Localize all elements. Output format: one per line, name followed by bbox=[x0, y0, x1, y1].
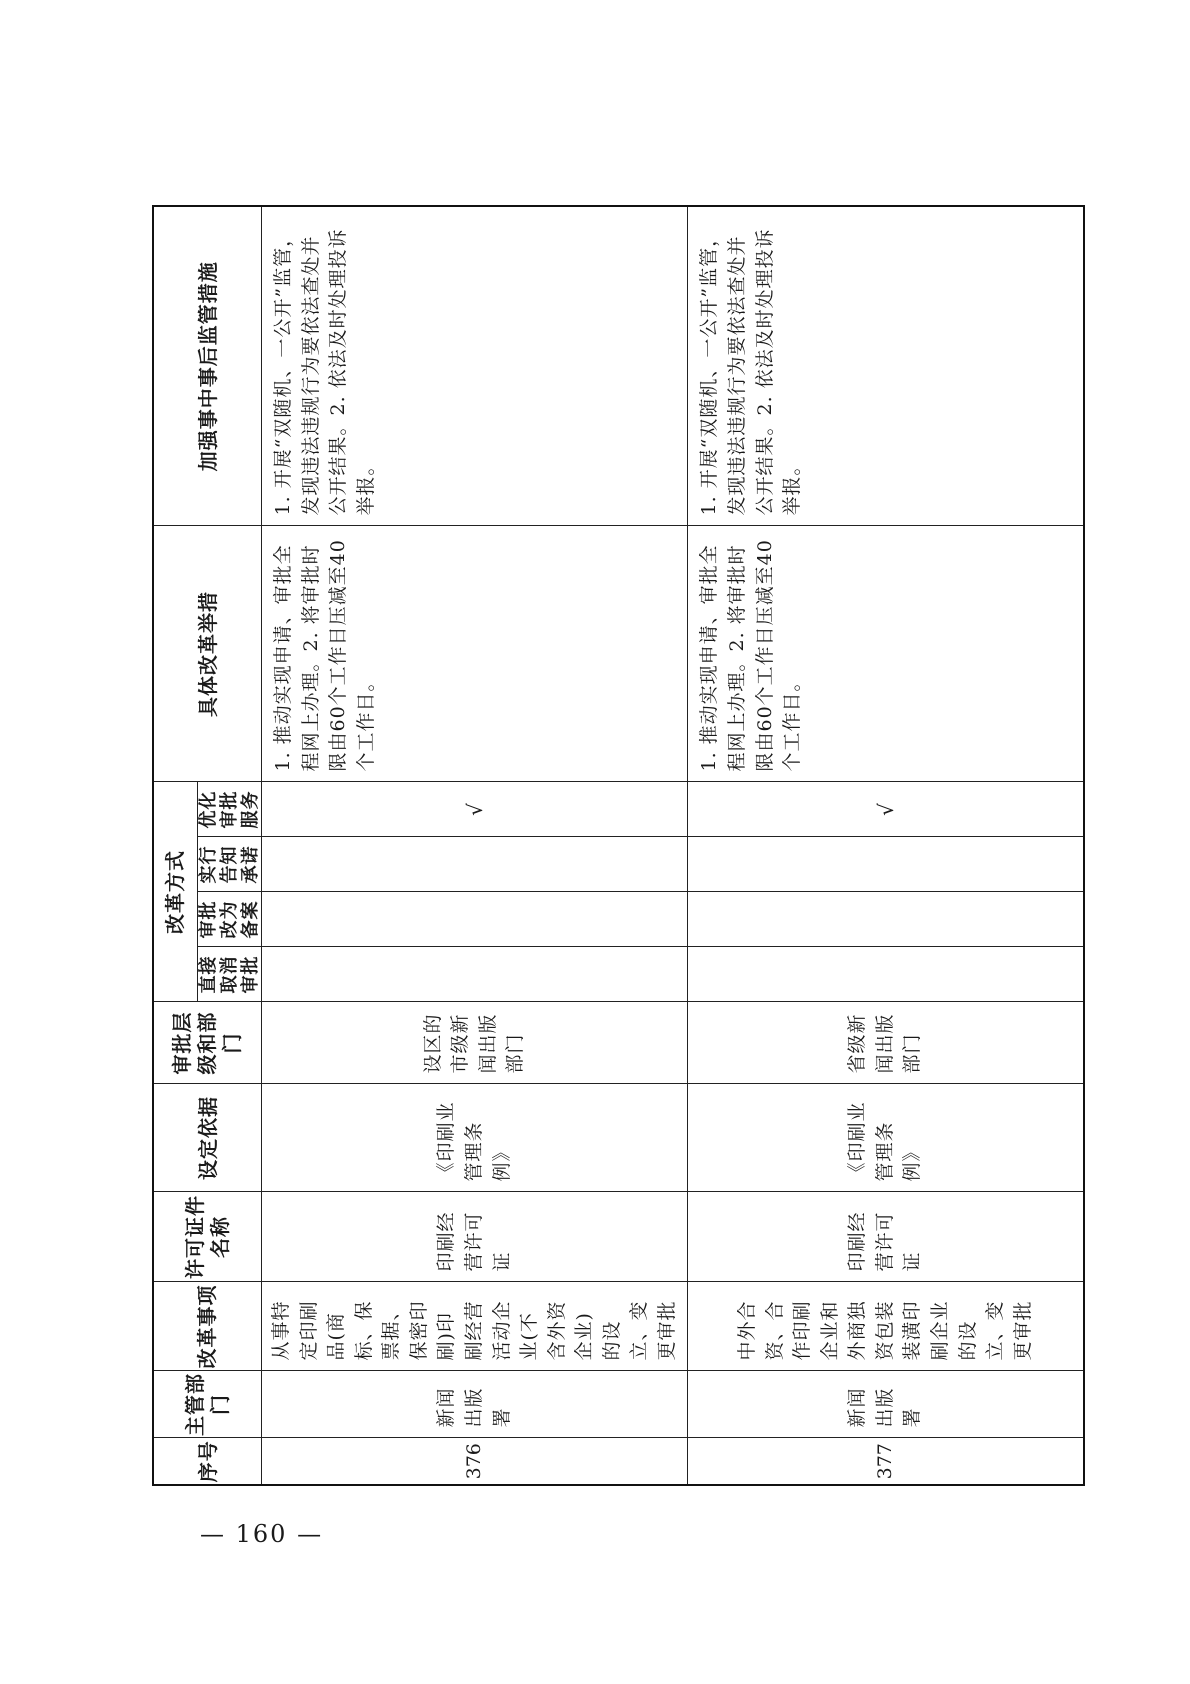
check-mark-icon: √ bbox=[462, 803, 487, 816]
header-basis: 设定依据 bbox=[153, 1084, 262, 1192]
check-mark-icon: √ bbox=[873, 803, 898, 816]
cell-level: 省级新闻出版部门 bbox=[688, 1002, 1084, 1084]
header-level: 审批层级和部门 bbox=[153, 1002, 262, 1084]
cell-mode-cancel bbox=[262, 947, 688, 1002]
header-mode-cancel: 直接取消审批 bbox=[197, 947, 262, 1002]
cell-item: 从事特定印刷品(商标、保票据、保密印刷)印刷经营活动企业(不含外资企业)的设立、变更审批 bbox=[262, 1282, 688, 1371]
header-mode-notify: 实行告知承诺 bbox=[197, 837, 262, 892]
cell-measures: 1. 推动实现申请、审批全程网上办理。2. 将审批时限由60个工作日压减至40个工作日。 bbox=[688, 526, 1084, 782]
header-row bbox=[153, 206, 197, 1485]
reform-table bbox=[152, 205, 1085, 1486]
rotated-table-wrapper bbox=[152, 207, 1044, 1486]
cell-mode-optimize bbox=[262, 782, 688, 837]
cell-supervision: 1. 开展“双随机、一公开”监管，发现违法违规行为要依法查处并公开结果。2. 依法及时处理投诉举报。 bbox=[688, 206, 1084, 526]
table-row bbox=[688, 206, 1084, 1485]
cell-mode-record bbox=[262, 892, 688, 947]
cell-seq: 376 bbox=[262, 1438, 688, 1485]
cell-dept: 新闻出版署 bbox=[262, 1371, 688, 1438]
cell-item: 中外合资、合作印刷企业和外商独资包装装潢印刷企业的设立、变更审批 bbox=[688, 1282, 1084, 1371]
header-mode-record: 审批改为备案 bbox=[197, 892, 262, 947]
cell-mode-cancel bbox=[688, 947, 1084, 1002]
header-seq: 序号 bbox=[153, 1438, 262, 1485]
cell-basis: 《印刷业管理条例》 bbox=[688, 1084, 1084, 1192]
page-number: — 160 — bbox=[200, 1520, 324, 1548]
cell-basis: 《印刷业管理条例》 bbox=[262, 1084, 688, 1192]
cell-level: 设区的市级新闻出版部门 bbox=[262, 1002, 688, 1084]
header-dept: 主管部门 bbox=[153, 1371, 262, 1438]
header-reform-mode: 改革方式 bbox=[153, 782, 197, 1002]
table-row bbox=[262, 206, 688, 1485]
cell-seq: 377 bbox=[688, 1438, 1084, 1485]
header-measures: 具体改革举措 bbox=[153, 526, 262, 782]
header-supervision: 加强事中事后监管措施 bbox=[153, 206, 262, 526]
cell-mode-optimize bbox=[688, 782, 1084, 837]
cell-mode-record bbox=[688, 892, 1084, 947]
cell-mode-notify bbox=[262, 837, 688, 892]
cell-license: 印刷经营许可证 bbox=[262, 1192, 688, 1282]
cell-measures: 1. 推动实现申请、审批全程网上办理。2. 将审批时限由60个工作日压减至40个工作日。 bbox=[262, 526, 688, 782]
cell-mode-notify bbox=[688, 837, 1084, 892]
header-mode-optimize: 优化审批服务 bbox=[197, 782, 262, 837]
cell-license: 印刷经营许可证 bbox=[688, 1192, 1084, 1282]
header-item: 改革事项 bbox=[153, 1282, 262, 1371]
header-license: 许可证件名称 bbox=[153, 1192, 262, 1282]
cell-supervision: 1. 开展“双随机、一公开”监管，发现违法违规行为要依法查处并公开结果。2. 依法及时处理投诉举报。 bbox=[262, 206, 688, 526]
cell-dept: 新闻出版署 bbox=[688, 1371, 1084, 1438]
